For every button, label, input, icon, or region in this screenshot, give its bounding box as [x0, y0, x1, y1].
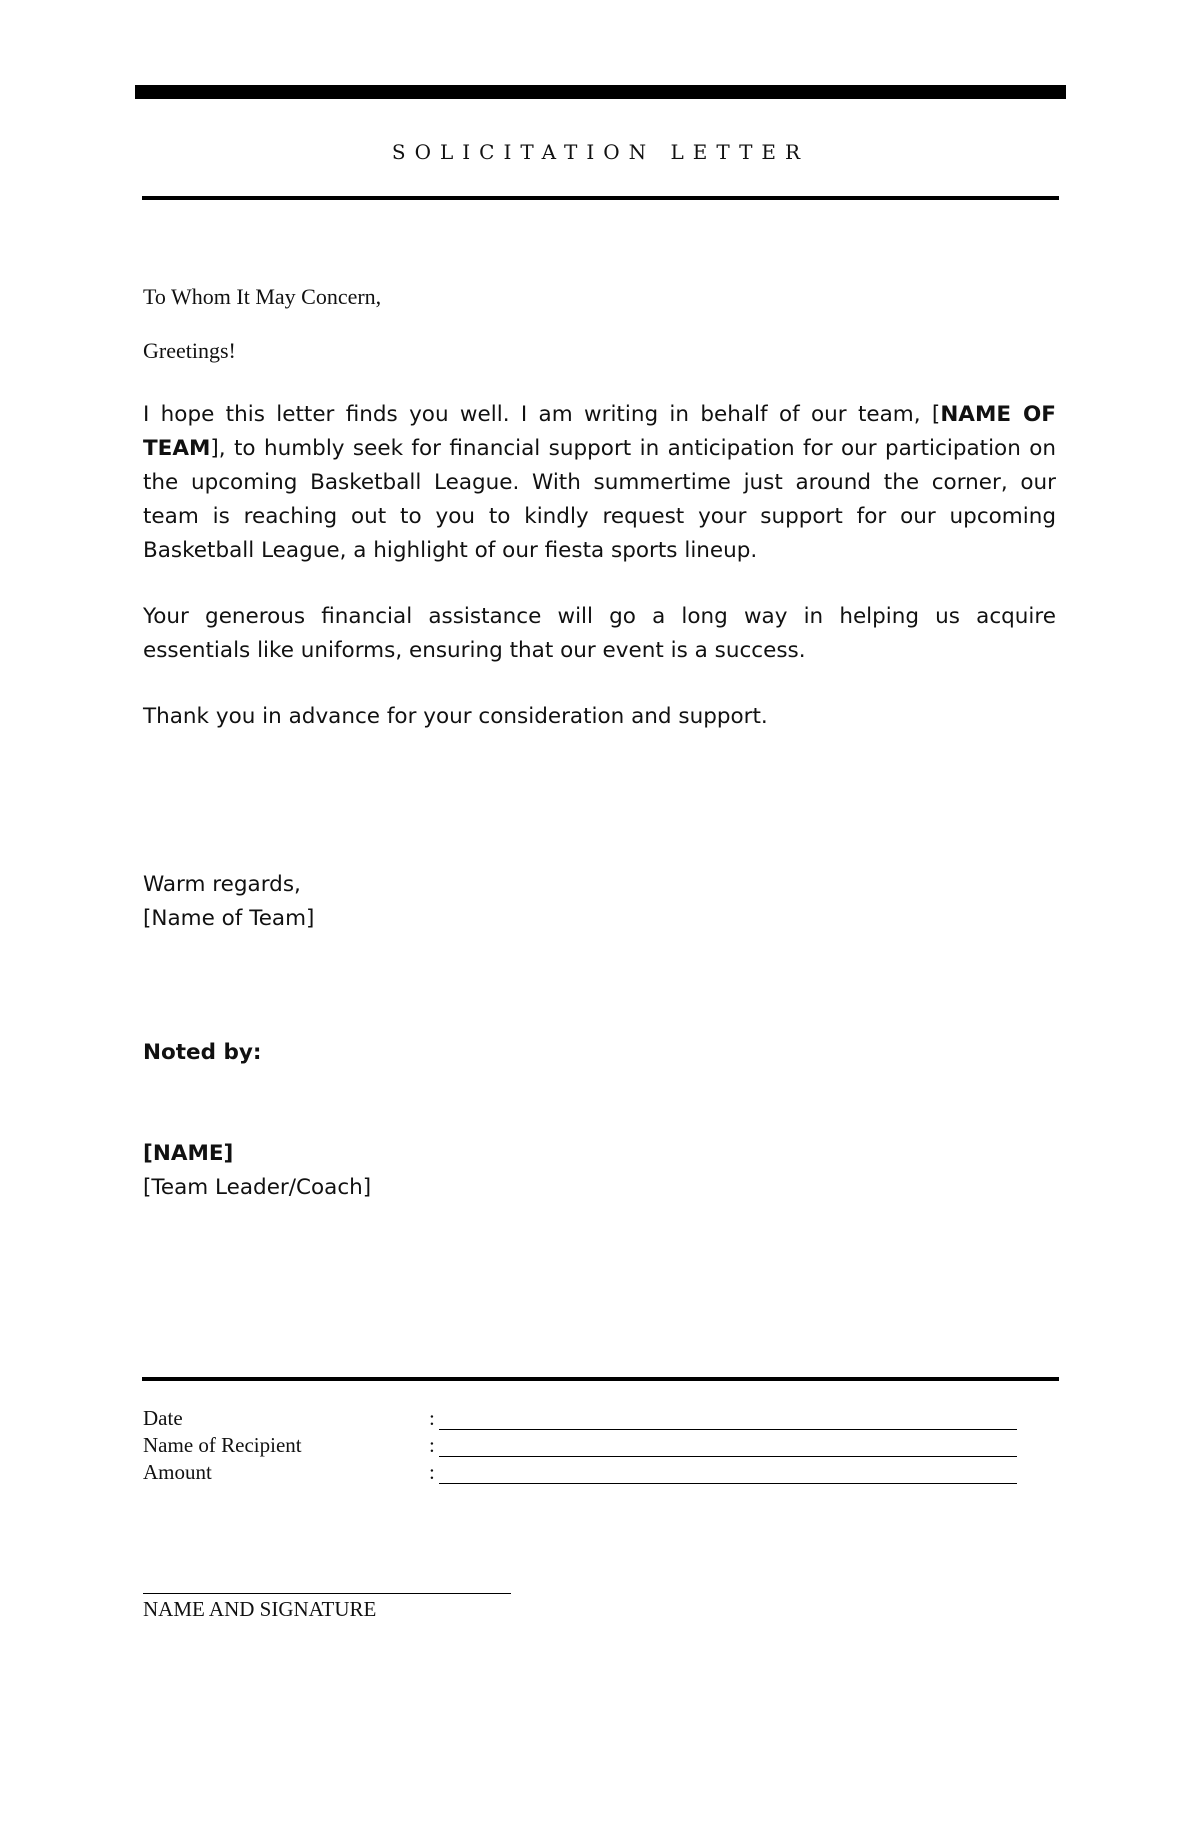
- acknowledgement-form: [143, 1406, 1023, 1487]
- closing: Warm regards,: [143, 872, 301, 897]
- page-title: SOLICITATION LETTER: [391, 140, 810, 164]
- date-separator: :: [429, 1406, 435, 1430]
- signature-label: NAME AND SIGNATURE: [143, 1597, 377, 1621]
- date-label: Date: [143, 1406, 183, 1430]
- date-field[interactable]: [439, 1429, 1017, 1430]
- paragraph-1-intro: I hope this letter finds you well. I am writing in behalf of our team, [: [143, 402, 941, 427]
- form-row-amount: [143, 1460, 1023, 1487]
- form-row-recipient: [143, 1433, 1023, 1460]
- recipient-separator: :: [429, 1433, 435, 1457]
- greeting: Greetings!: [143, 338, 236, 363]
- recipient-field[interactable]: [439, 1456, 1017, 1457]
- amount-separator: :: [429, 1460, 435, 1484]
- title-divider: [142, 196, 1059, 200]
- body-paragraph-2: Your generous financial assistance will go a long way in helping us acquire essentials like uniforms, ensuring that our event is a success.: [143, 604, 1056, 663]
- header-top-bar: [135, 85, 1066, 99]
- salutation: To Whom It May Concern,: [143, 284, 382, 309]
- body-paragraph-1: [143, 398, 1056, 568]
- sender-name: [Name of Team]: [143, 906, 315, 931]
- noted-by-label: Noted by:: [143, 1040, 262, 1065]
- amount-field[interactable]: [439, 1483, 1017, 1484]
- form-row-date: [143, 1406, 1023, 1433]
- footer-divider: [142, 1377, 1059, 1381]
- signer-role: [Team Leader/Coach]: [143, 1175, 372, 1200]
- body-paragraph-3: Thank you in advance for your consideration and support.: [143, 704, 768, 729]
- signer-name: [NAME]: [143, 1141, 234, 1166]
- paragraph-1-rest: ], to humbly seek for financial support in anticipation for our participation on the upcoming Basketball League. With summertime just around the corner, our team is reaching out to you to kindly request your support for our upcoming Basketball League, a highlight of our fiesta sports lineup.: [143, 436, 1056, 563]
- signature-line[interactable]: [143, 1593, 511, 1594]
- recipient-label: Name of Recipient: [143, 1433, 302, 1457]
- team-name-placeholder: NAME OF TEAM: [143, 402, 1056, 461]
- amount-label: Amount: [143, 1460, 212, 1484]
